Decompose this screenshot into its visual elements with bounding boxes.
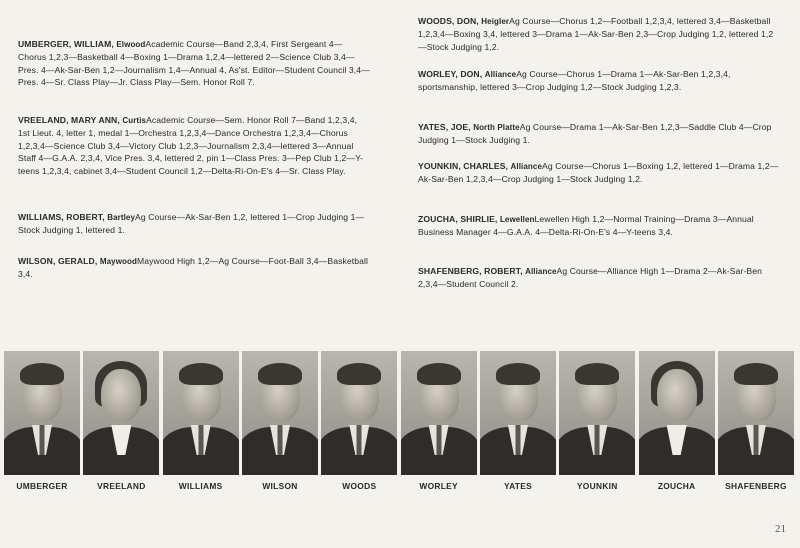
portrait-label: ZOUCHA [657, 481, 696, 491]
student-town: Alliance [484, 70, 517, 79]
student-entry [418, 121, 780, 147]
student-town: Alliance [510, 162, 543, 171]
portrait-label: UMBERGER [16, 481, 68, 491]
portrait-label: SHAFENBERG [725, 481, 787, 491]
student-name: SHAFENBERG, ROBERT, [418, 266, 523, 276]
student-town: Maywood [99, 257, 137, 266]
portrait-photo [83, 351, 159, 475]
student-town: Elwood [116, 40, 146, 49]
student-entry [18, 114, 370, 177]
student-activities: Ag Course—Alliance High 1—Drama 2—Ak-Sar-Ben 2,3,4—Student Council 2. [418, 266, 763, 290]
student-activities: Ag Course—Chorus 1,2—Football 1,2,3,4, lettered 3,4—Basketball 1,2,3,4—Boxing 3,4, lettered 3—Drama 1—Ak-Sar-Ben 2,3—Crop Judging 1,2, lettered 1,2—Stock Judging 1,2. [418, 16, 774, 52]
portrait-photo [163, 351, 239, 475]
portrait-photo [718, 351, 794, 475]
portrait-photo [242, 351, 318, 475]
student-name: UMBERGER, WILLIAM, [18, 39, 114, 49]
student-name: WORLEY, DON, [418, 69, 483, 79]
student-entry [418, 15, 780, 53]
portrait-photo [480, 351, 556, 475]
student-activities: Lewellen High 1,2—Normal Training—Drama 3—Annual Business Manager 4—G.A.A. 4—Delta-Ri-On-E's 4—Y-teens 3,4. [418, 214, 754, 238]
student-name: VREELAND, MARY ANN, [18, 115, 120, 125]
portrait-label: YOUNKIN [576, 481, 618, 491]
student-name: ZOUCHA, SHIRLIE, [418, 214, 498, 224]
student-town: Bartley [107, 213, 136, 222]
student-activities: Ag Course—Chorus 1—Drama 1—Ak-Sar-Ben 1,2,3,4, sportsmanship, lettered 3—Crop Judging 1,2—Stock Judging 1,2,3. [418, 69, 731, 93]
portrait-photo [559, 351, 635, 475]
portrait-label: WOODS [342, 481, 377, 491]
student-entry [18, 38, 370, 89]
student-name: YOUNKIN, CHARLES, [418, 161, 509, 171]
page-number: 21 [775, 523, 786, 535]
portrait-label: VREELAND [97, 481, 146, 491]
portrait-label: YATES [503, 481, 532, 491]
student-entry [18, 211, 370, 237]
portrait-label: WORLEY [419, 481, 458, 491]
student-entry [418, 68, 780, 94]
student-activities: Ag Course—Chorus 1—Boxing 1,2, lettered 1—Drama 1,2—Ak-Sar-Ben 1,2,3,4—Crop Judging 1—Stock Judging 1,2. [418, 161, 779, 185]
student-entry [418, 160, 780, 186]
student-activities: Academic Course—Band 2,3,4, First Sergeant 4—Chorus 1,2,3—Basketball 4—Boxing 1—Drama 1,2,4—lettered 2—Science Club 3,4—Pres. 4—Ak-Sar-Ben 1,2—Journalism 1,4—Annual 4, As'st. Editor—Student Council 3,4—Pres. 4—Sr. Class Play—Jr. Class Play—Sem. Honor Roll 7. [18, 39, 370, 88]
portrait-label: WILSON [262, 481, 298, 491]
portrait-photo [401, 351, 477, 475]
student-name: WILLIAMS, ROBERT, [18, 212, 105, 222]
portrait-label: WILLIAMS [178, 481, 223, 491]
student-name: WILSON, GERALD, [18, 256, 98, 266]
portrait-photo [321, 351, 397, 475]
student-town: Alliance [525, 267, 557, 276]
student-activities: Maywood High 1,2—Ag Course—Foot-Ball 3,4—Basketball 3,4. [18, 256, 369, 280]
portrait-labels [4, 481, 794, 491]
student-town: Lewellen [499, 215, 535, 224]
student-name: YATES, JOE, [418, 122, 471, 132]
student-entry [418, 213, 780, 239]
student-town: Curtis [122, 116, 147, 125]
student-name: WOODS, DON, [418, 16, 479, 26]
student-activities: Academic Course—Sem. Honor Roll 7—Band 1,2,3,4, 1st Lieut. 4, letter 1, medal 1—Orchestra 1,2,3,4—Dance Orchestra 1,2,3,4—Chorus 1,2,3,4—Science Club 3,4—Victory Club 1,2,3—Journalism 2,3,4—lettered 3—Annual Staff 4—G.A.A. 2,3,4, Vice Pres. 3,4, lettered 2, pin 1—Class Pres. 3—Pep Club 1,2—Y-teens 1,2,3,4, cabinet 3,4—Student Council 1,2—Delta-Ri-On-E's 4—Sr. Class Play. [18, 115, 364, 176]
portrait-photo [4, 351, 80, 475]
portrait-row [4, 351, 794, 475]
student-entry [18, 255, 370, 281]
student-activities: Ag Course—Drama 1—Ak-Sar-Ben 1,2,3—Saddle Club 4—Crop Judging 1—Stock Judging 1. [418, 122, 772, 146]
portrait-photo [639, 351, 715, 475]
student-town: North Platte [473, 123, 520, 132]
student-town: Heigler [481, 17, 510, 26]
student-activities: Ag Course—Ak-Sar-Ben 1,2, lettered 1—Crop Judging 1—Stock Judging 1, lettered 1. [18, 212, 365, 236]
student-entry [418, 265, 780, 291]
